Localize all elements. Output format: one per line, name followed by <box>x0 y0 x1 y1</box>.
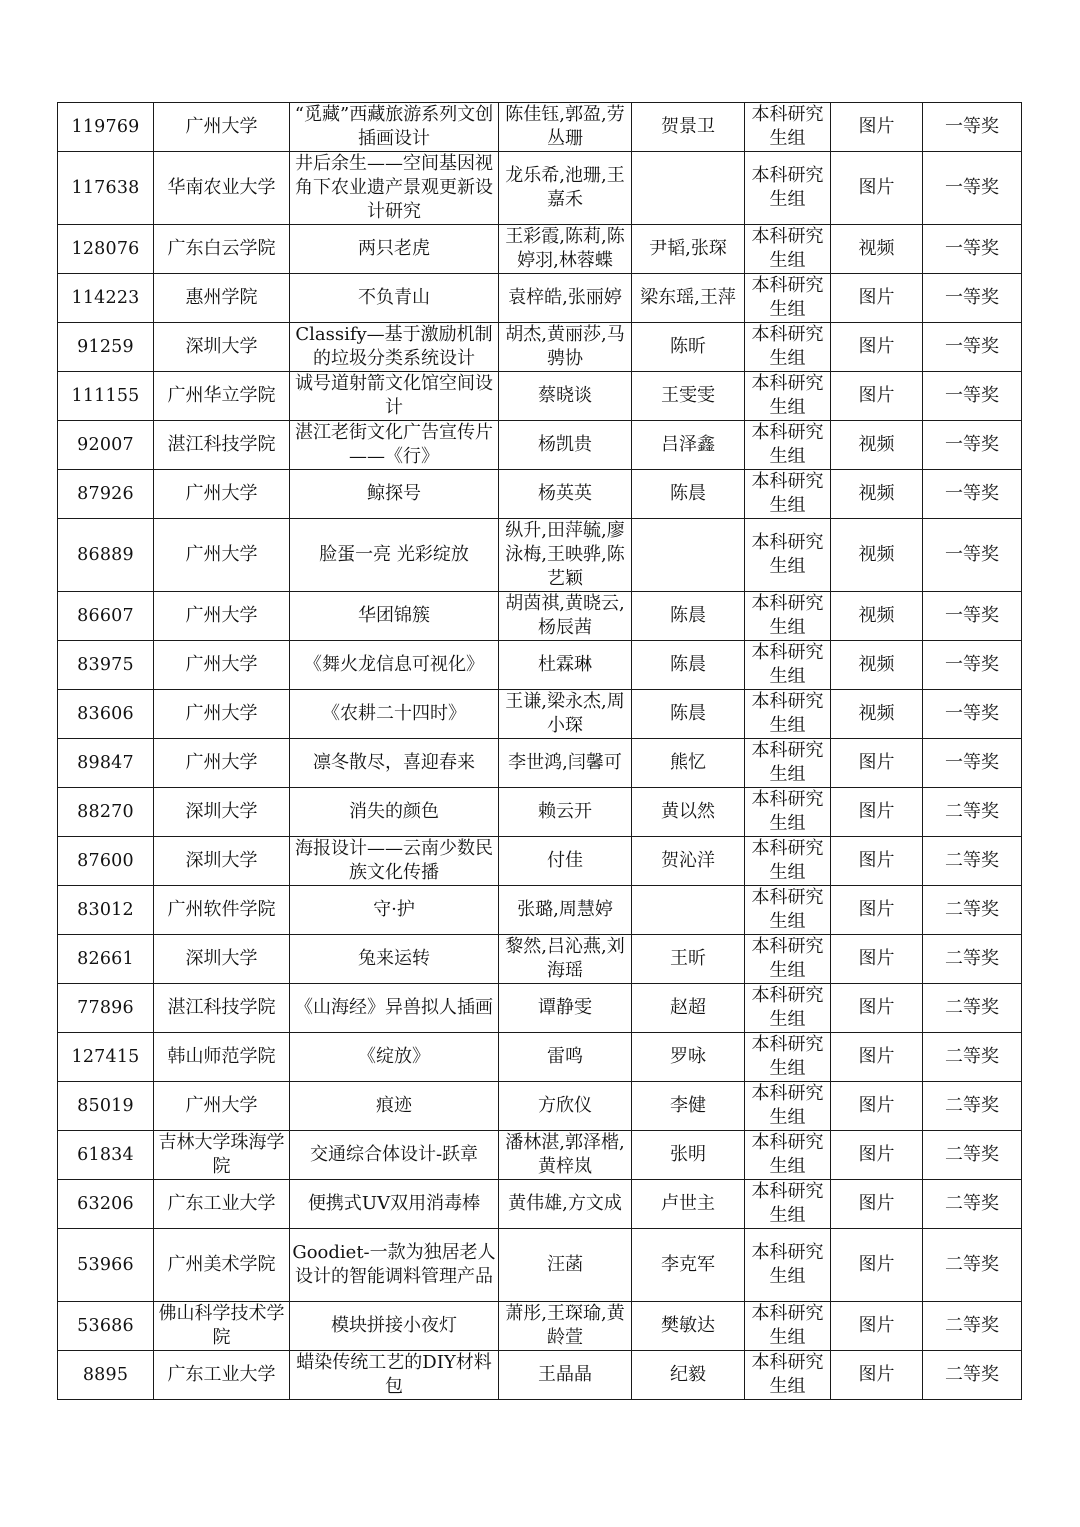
project-id-cell: 127415 <box>58 1033 154 1082</box>
project-id-cell: 63206 <box>58 1180 154 1229</box>
group-cell: 本科研究生组 <box>745 1131 831 1180</box>
work-type-cell: 图片 <box>831 372 923 421</box>
work-type-cell: 图片 <box>831 886 923 935</box>
awards-table-body <box>58 103 1022 1400</box>
work-type-cell: 视频 <box>831 641 923 690</box>
authors-cell: 杨凯贵 <box>499 421 632 470</box>
award-cell: 一等奖 <box>923 690 1022 739</box>
project-id-cell: 117638 <box>58 152 154 225</box>
award-cell: 二等奖 <box>923 935 1022 984</box>
group-cell: 本科研究生组 <box>745 519 831 592</box>
school-cell: 吉林大学珠海学院 <box>154 1131 290 1180</box>
work-type-cell: 视频 <box>831 519 923 592</box>
project-id-cell: 61834 <box>58 1131 154 1180</box>
advisor-cell <box>632 519 745 592</box>
table-row <box>58 225 1022 274</box>
project-id-cell: 83975 <box>58 641 154 690</box>
group-cell: 本科研究生组 <box>745 372 831 421</box>
work-title-cell: 《农耕二十四时》 <box>290 690 499 739</box>
school-cell: 广州软件学院 <box>154 886 290 935</box>
advisor-cell: 陈昕 <box>632 323 745 372</box>
authors-cell: 黄伟雄,方文成 <box>499 1180 632 1229</box>
authors-cell: 王谦,梁永杰,周小琛 <box>499 690 632 739</box>
award-cell: 一等奖 <box>923 274 1022 323</box>
group-cell: 本科研究生组 <box>745 1302 831 1351</box>
work-title-cell: “觅藏”西藏旅游系列文创插画设计 <box>290 103 499 152</box>
project-id-cell: 83012 <box>58 886 154 935</box>
work-type-cell: 图片 <box>831 788 923 837</box>
work-title-cell: 《舞火龙信息可视化》 <box>290 641 499 690</box>
advisor-cell: 熊忆 <box>632 739 745 788</box>
group-cell: 本科研究生组 <box>745 788 831 837</box>
table-row <box>58 274 1022 323</box>
authors-cell: 赖云开 <box>499 788 632 837</box>
authors-cell: 胡茵祺,黄晓云,杨辰茜 <box>499 592 632 641</box>
work-title-cell: 守·护 <box>290 886 499 935</box>
group-cell: 本科研究生组 <box>745 1229 831 1302</box>
authors-cell: 黎然,吕沁燕,刘海瑶 <box>499 935 632 984</box>
authors-cell: 雷鸣 <box>499 1033 632 1082</box>
table-row <box>58 1229 1022 1302</box>
advisor-cell: 黄以然 <box>632 788 745 837</box>
school-cell: 深圳大学 <box>154 935 290 984</box>
work-type-cell: 图片 <box>831 1033 923 1082</box>
project-id-cell: 86889 <box>58 519 154 592</box>
project-id-cell: 82661 <box>58 935 154 984</box>
authors-cell: 付佳 <box>499 837 632 886</box>
advisor-cell: 李克军 <box>632 1229 745 1302</box>
table-row <box>58 837 1022 886</box>
award-cell: 二等奖 <box>923 1082 1022 1131</box>
authors-cell: 萧彤,王琛瑜,黄龄萱 <box>499 1302 632 1351</box>
work-title-cell: 痕迹 <box>290 1082 499 1131</box>
project-id-cell: 85019 <box>58 1082 154 1131</box>
group-cell: 本科研究生组 <box>745 103 831 152</box>
school-cell: 韩山师范学院 <box>154 1033 290 1082</box>
authors-cell: 张璐,周慧婷 <box>499 886 632 935</box>
project-id-cell: 111155 <box>58 372 154 421</box>
table-row <box>58 739 1022 788</box>
group-cell: 本科研究生组 <box>745 837 831 886</box>
school-cell: 深圳大学 <box>154 323 290 372</box>
table-row <box>58 1180 1022 1229</box>
school-cell: 广州大学 <box>154 103 290 152</box>
award-cell: 一等奖 <box>923 323 1022 372</box>
award-cell: 一等奖 <box>923 519 1022 592</box>
table-row <box>58 372 1022 421</box>
project-id-cell: 86607 <box>58 592 154 641</box>
table-row <box>58 1302 1022 1351</box>
work-type-cell: 图片 <box>831 323 923 372</box>
work-type-cell: 图片 <box>831 1082 923 1131</box>
award-cell: 二等奖 <box>923 1180 1022 1229</box>
award-cell: 二等奖 <box>923 886 1022 935</box>
work-title-cell: 诚号道射箭文化馆空间设计 <box>290 372 499 421</box>
school-cell: 广州大学 <box>154 519 290 592</box>
advisor-cell: 卢世主 <box>632 1180 745 1229</box>
project-id-cell: 114223 <box>58 274 154 323</box>
work-title-cell: 脸蛋一亮 光彩绽放 <box>290 519 499 592</box>
award-cell: 一等奖 <box>923 103 1022 152</box>
work-title-cell: 消失的颜色 <box>290 788 499 837</box>
award-cell: 一等奖 <box>923 372 1022 421</box>
authors-cell: 蔡晓谈 <box>499 372 632 421</box>
advisor-cell: 尹韬,张琛 <box>632 225 745 274</box>
project-id-cell: 77896 <box>58 984 154 1033</box>
table-row <box>58 788 1022 837</box>
table-row <box>58 103 1022 152</box>
work-type-cell: 图片 <box>831 152 923 225</box>
school-cell: 佛山科学技术学院 <box>154 1302 290 1351</box>
work-title-cell: 不负青山 <box>290 274 499 323</box>
advisor-cell: 陈晨 <box>632 592 745 641</box>
group-cell: 本科研究生组 <box>745 1082 831 1131</box>
authors-cell: 王晶晶 <box>499 1351 632 1400</box>
authors-cell: 王彩霞,陈莉,陈婷羽,林蓉蝶 <box>499 225 632 274</box>
advisor-cell <box>632 886 745 935</box>
table-row <box>58 1082 1022 1131</box>
award-cell: 一等奖 <box>923 592 1022 641</box>
work-title-cell: 鲸探号 <box>290 470 499 519</box>
awards-table <box>57 102 1022 1400</box>
authors-cell: 陈佳钰,郭盈,劳丛珊 <box>499 103 632 152</box>
advisor-cell: 罗咏 <box>632 1033 745 1082</box>
advisor-cell: 梁东瑶,王萍 <box>632 274 745 323</box>
advisor-cell: 贺沁洋 <box>632 837 745 886</box>
project-id-cell: 88270 <box>58 788 154 837</box>
project-id-cell: 87926 <box>58 470 154 519</box>
project-id-cell: 91259 <box>58 323 154 372</box>
school-cell: 深圳大学 <box>154 788 290 837</box>
award-cell: 二等奖 <box>923 788 1022 837</box>
authors-cell: 杨英英 <box>499 470 632 519</box>
school-cell: 广州华立学院 <box>154 372 290 421</box>
advisor-cell: 陈晨 <box>632 470 745 519</box>
work-type-cell: 图片 <box>831 1302 923 1351</box>
table-row <box>58 519 1022 592</box>
work-type-cell: 视频 <box>831 470 923 519</box>
table-row <box>58 935 1022 984</box>
work-type-cell: 视频 <box>831 690 923 739</box>
school-cell: 广东白云学院 <box>154 225 290 274</box>
award-cell: 二等奖 <box>923 1033 1022 1082</box>
authors-cell: 李世鸿,闫馨可 <box>499 739 632 788</box>
table-row <box>58 1351 1022 1400</box>
award-cell: 二等奖 <box>923 1229 1022 1302</box>
work-title-cell: 海报设计——云南少数民族文化传播 <box>290 837 499 886</box>
work-type-cell: 图片 <box>831 1351 923 1400</box>
advisor-cell: 陈晨 <box>632 690 745 739</box>
award-cell: 二等奖 <box>923 837 1022 886</box>
award-cell: 一等奖 <box>923 421 1022 470</box>
advisor-cell: 李健 <box>632 1082 745 1131</box>
work-title-cell: Classify—基于激励机制的垃圾分类系统设计 <box>290 323 499 372</box>
authors-cell: 潘林湛,郭泽楷,黄梓岚 <box>499 1131 632 1180</box>
work-title-cell: 便携式UV双用消毒棒 <box>290 1180 499 1229</box>
award-cell: 一等奖 <box>923 739 1022 788</box>
school-cell: 广州大学 <box>154 1082 290 1131</box>
school-cell: 湛江科技学院 <box>154 421 290 470</box>
table-row <box>58 323 1022 372</box>
work-type-cell: 图片 <box>831 1131 923 1180</box>
school-cell: 惠州学院 <box>154 274 290 323</box>
group-cell: 本科研究生组 <box>745 323 831 372</box>
work-title-cell: 交通综合体设计-跃章 <box>290 1131 499 1180</box>
work-type-cell: 视频 <box>831 421 923 470</box>
school-cell: 广州美术学院 <box>154 1229 290 1302</box>
advisor-cell: 陈晨 <box>632 641 745 690</box>
authors-cell: 谭静雯 <box>499 984 632 1033</box>
work-type-cell: 图片 <box>831 274 923 323</box>
advisor-cell: 吕泽鑫 <box>632 421 745 470</box>
work-title-cell: 《绽放》 <box>290 1033 499 1082</box>
group-cell: 本科研究生组 <box>745 739 831 788</box>
school-cell: 广州大学 <box>154 739 290 788</box>
authors-cell: 袁梓皓,张丽婷 <box>499 274 632 323</box>
school-cell: 广州大学 <box>154 470 290 519</box>
group-cell: 本科研究生组 <box>745 274 831 323</box>
group-cell: 本科研究生组 <box>745 886 831 935</box>
work-title-cell: 凛冬散尽，喜迎春来 <box>290 739 499 788</box>
project-id-cell: 53686 <box>58 1302 154 1351</box>
group-cell: 本科研究生组 <box>745 592 831 641</box>
award-cell: 一等奖 <box>923 470 1022 519</box>
table-row <box>58 592 1022 641</box>
authors-cell: 方欣仪 <box>499 1082 632 1131</box>
advisor-cell: 樊敏达 <box>632 1302 745 1351</box>
award-cell: 二等奖 <box>923 1351 1022 1400</box>
work-title-cell: Goodiet-一款为独居老人设计的智能调料管理产品 <box>290 1229 499 1302</box>
group-cell: 本科研究生组 <box>745 690 831 739</box>
authors-cell: 龙乐希,池珊,王嘉禾 <box>499 152 632 225</box>
project-id-cell: 119769 <box>58 103 154 152</box>
school-cell: 华南农业大学 <box>154 152 290 225</box>
award-cell: 一等奖 <box>923 641 1022 690</box>
group-cell: 本科研究生组 <box>745 641 831 690</box>
school-cell: 深圳大学 <box>154 837 290 886</box>
advisor-cell: 纪毅 <box>632 1351 745 1400</box>
table-row <box>58 421 1022 470</box>
table-row <box>58 470 1022 519</box>
work-type-cell: 图片 <box>831 935 923 984</box>
advisor-cell <box>632 152 745 225</box>
advisor-cell: 王雯雯 <box>632 372 745 421</box>
school-cell: 广州大学 <box>154 641 290 690</box>
school-cell: 广东工业大学 <box>154 1351 290 1400</box>
authors-cell: 胡杰,黄丽莎,马骋协 <box>499 323 632 372</box>
authors-cell: 汪菡 <box>499 1229 632 1302</box>
project-id-cell: 89847 <box>58 739 154 788</box>
group-cell: 本科研究生组 <box>745 152 831 225</box>
project-id-cell: 92007 <box>58 421 154 470</box>
award-cell: 二等奖 <box>923 1302 1022 1351</box>
table-row <box>58 1131 1022 1180</box>
project-id-cell: 8895 <box>58 1351 154 1400</box>
school-cell: 湛江科技学院 <box>154 984 290 1033</box>
school-cell: 广州大学 <box>154 592 290 641</box>
group-cell: 本科研究生组 <box>745 935 831 984</box>
work-title-cell: 井后余生——空间基因视角下农业遗产景观更新设计研究 <box>290 152 499 225</box>
advisor-cell: 贺景卫 <box>632 103 745 152</box>
school-cell: 广州大学 <box>154 690 290 739</box>
work-type-cell: 视频 <box>831 592 923 641</box>
advisor-cell: 王昕 <box>632 935 745 984</box>
work-type-cell: 视频 <box>831 225 923 274</box>
work-type-cell: 图片 <box>831 837 923 886</box>
table-row <box>58 641 1022 690</box>
table-row <box>58 152 1022 225</box>
work-title-cell: 《山海经》异兽拟人插画 <box>290 984 499 1033</box>
work-title-cell: 兔来运转 <box>290 935 499 984</box>
award-cell: 二等奖 <box>923 984 1022 1033</box>
group-cell: 本科研究生组 <box>745 225 831 274</box>
work-type-cell: 图片 <box>831 1229 923 1302</box>
table-row <box>58 690 1022 739</box>
group-cell: 本科研究生组 <box>745 1033 831 1082</box>
award-cell: 一等奖 <box>923 225 1022 274</box>
advisor-cell: 赵超 <box>632 984 745 1033</box>
school-cell: 广东工业大学 <box>154 1180 290 1229</box>
project-id-cell: 53966 <box>58 1229 154 1302</box>
table-row <box>58 886 1022 935</box>
work-type-cell: 图片 <box>831 103 923 152</box>
project-id-cell: 87600 <box>58 837 154 886</box>
work-type-cell: 图片 <box>831 739 923 788</box>
table-row <box>58 1033 1022 1082</box>
authors-cell: 纵升,田萍毓,廖泳梅,王映骅,陈艺颖 <box>499 519 632 592</box>
work-title-cell: 湛江老街文化广告宣传片——《行》 <box>290 421 499 470</box>
work-title-cell: 模块拼接小夜灯 <box>290 1302 499 1351</box>
authors-cell: 杜霖琳 <box>499 641 632 690</box>
group-cell: 本科研究生组 <box>745 1351 831 1400</box>
project-id-cell: 128076 <box>58 225 154 274</box>
work-title-cell: 蜡染传统工艺的DIY材料包 <box>290 1351 499 1400</box>
award-cell: 二等奖 <box>923 1131 1022 1180</box>
work-title-cell: 华团锦簇 <box>290 592 499 641</box>
project-id-cell: 83606 <box>58 690 154 739</box>
group-cell: 本科研究生组 <box>745 470 831 519</box>
table-row <box>58 984 1022 1033</box>
work-title-cell: 两只老虎 <box>290 225 499 274</box>
work-type-cell: 图片 <box>831 1180 923 1229</box>
advisor-cell: 张明 <box>632 1131 745 1180</box>
group-cell: 本科研究生组 <box>745 1180 831 1229</box>
group-cell: 本科研究生组 <box>745 984 831 1033</box>
group-cell: 本科研究生组 <box>745 421 831 470</box>
work-type-cell: 图片 <box>831 984 923 1033</box>
award-cell: 一等奖 <box>923 152 1022 225</box>
